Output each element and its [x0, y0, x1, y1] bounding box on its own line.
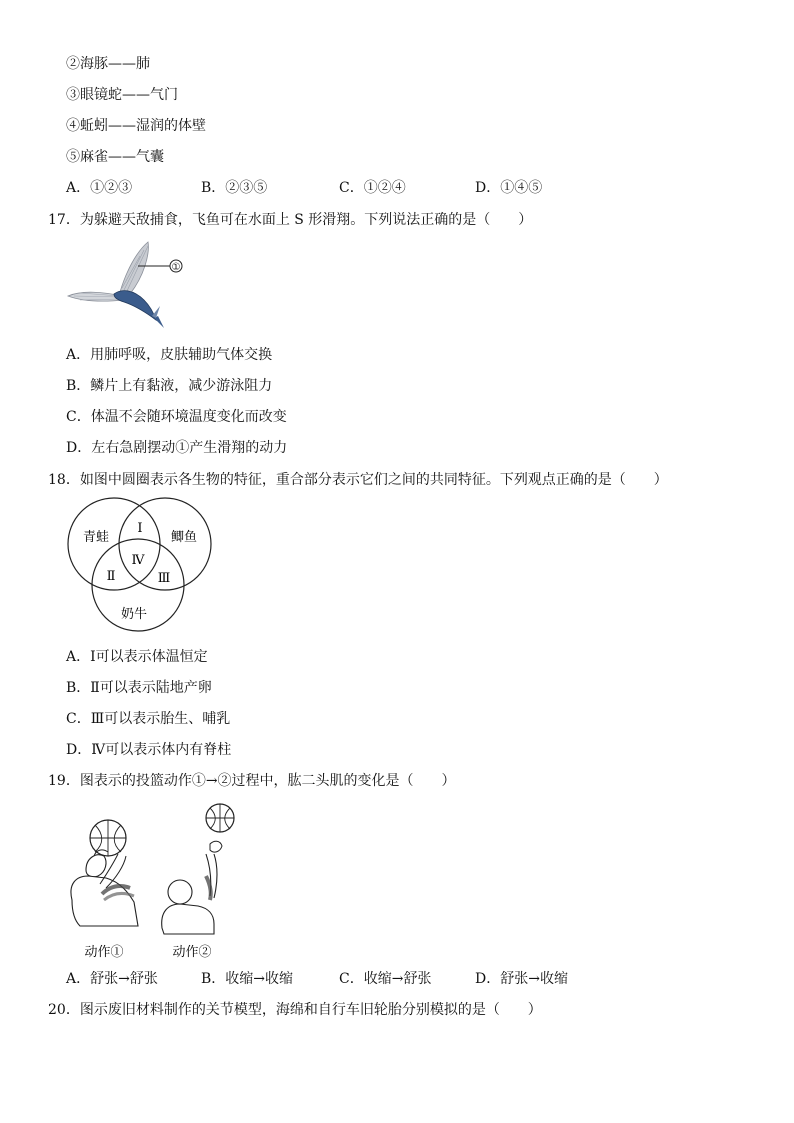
q19-option-c: C．收缩→舒张: [339, 971, 432, 987]
q18-option-c: C．Ⅲ可以表示胎生、哺乳: [66, 711, 231, 727]
q17-option-b: B．鳞片上有黏液，减少游泳阻力: [66, 378, 273, 394]
q16-item-4: ④蚯蚓——湿润的体壁: [66, 118, 206, 134]
action-2-caption: 动作②: [172, 945, 212, 960]
q19-option-a: A．舒张→舒张: [66, 971, 158, 987]
q17-option-c: C．体温不会随环境温度变化而改变: [66, 409, 287, 425]
q18-option-d: D．Ⅳ可以表示体内有脊柱: [66, 742, 232, 758]
q18-option-a: A．Ⅰ可以表示体温恒定: [66, 649, 208, 665]
fish-label-1: ①: [171, 262, 181, 273]
q17-option-d: D．左右急剧摆动①产生滑翔的动力: [66, 440, 288, 456]
q16-option-d: D．①④⑤: [475, 180, 543, 196]
q19-option-d: D．舒张→收缩: [475, 971, 568, 987]
flying-fish-figure: [64, 236, 204, 336]
venn-label-cow: 奶牛: [120, 607, 148, 622]
q16-item-5: ⑤麻雀——气囊: [66, 149, 164, 165]
venn-diagram: [64, 496, 216, 636]
venn-label-carp: 鲫鱼: [170, 530, 198, 545]
q16-option-c: C．①②④: [339, 180, 406, 196]
q16-option-a: A．①②③: [66, 180, 133, 196]
q20-stem: 20．图示废旧材料制作的关节模型，海绵和自行车旧轮胎分别模拟的是（ ）: [48, 1002, 542, 1018]
q19-stem: 19．图表示的投篮动作①→②过程中，肱二头肌的变化是（ ）: [48, 773, 456, 789]
venn-region-1: Ⅰ: [137, 521, 143, 536]
q16-item-2: ②海豚——肺: [66, 56, 150, 72]
action-1-caption: 动作①: [84, 945, 124, 960]
venn-region-4: Ⅳ: [131, 553, 145, 568]
q18-stem: 18．如图中圆圈表示各生物的特征，重合部分表示它们之间的共同特征。下列观点正确的是（ ）: [48, 472, 668, 488]
q16-option-b: B．②③⑤: [201, 180, 268, 196]
venn-region-2: Ⅱ: [106, 569, 116, 584]
q17-stem: 17．为躲避天敌捕食，飞鱼可在水面上 S 形滑翔。下列说法正确的是（ ）: [48, 212, 533, 228]
q18-option-b: B．Ⅱ可以表示陆地产卵: [66, 680, 212, 696]
q16-item-3: ③眼镜蛇——气门: [66, 87, 178, 103]
basketball-shot-figure: [64, 800, 244, 962]
action-2-figure: [162, 804, 234, 934]
q19-option-b: B．收缩→收缩: [201, 971, 294, 987]
action-1-figure: [71, 820, 138, 926]
venn-region-3: Ⅲ: [157, 571, 171, 586]
q17-option-a: A．用肺呼吸，皮肤辅助气体交换: [66, 347, 273, 363]
venn-label-frog: 青蛙: [82, 530, 110, 545]
